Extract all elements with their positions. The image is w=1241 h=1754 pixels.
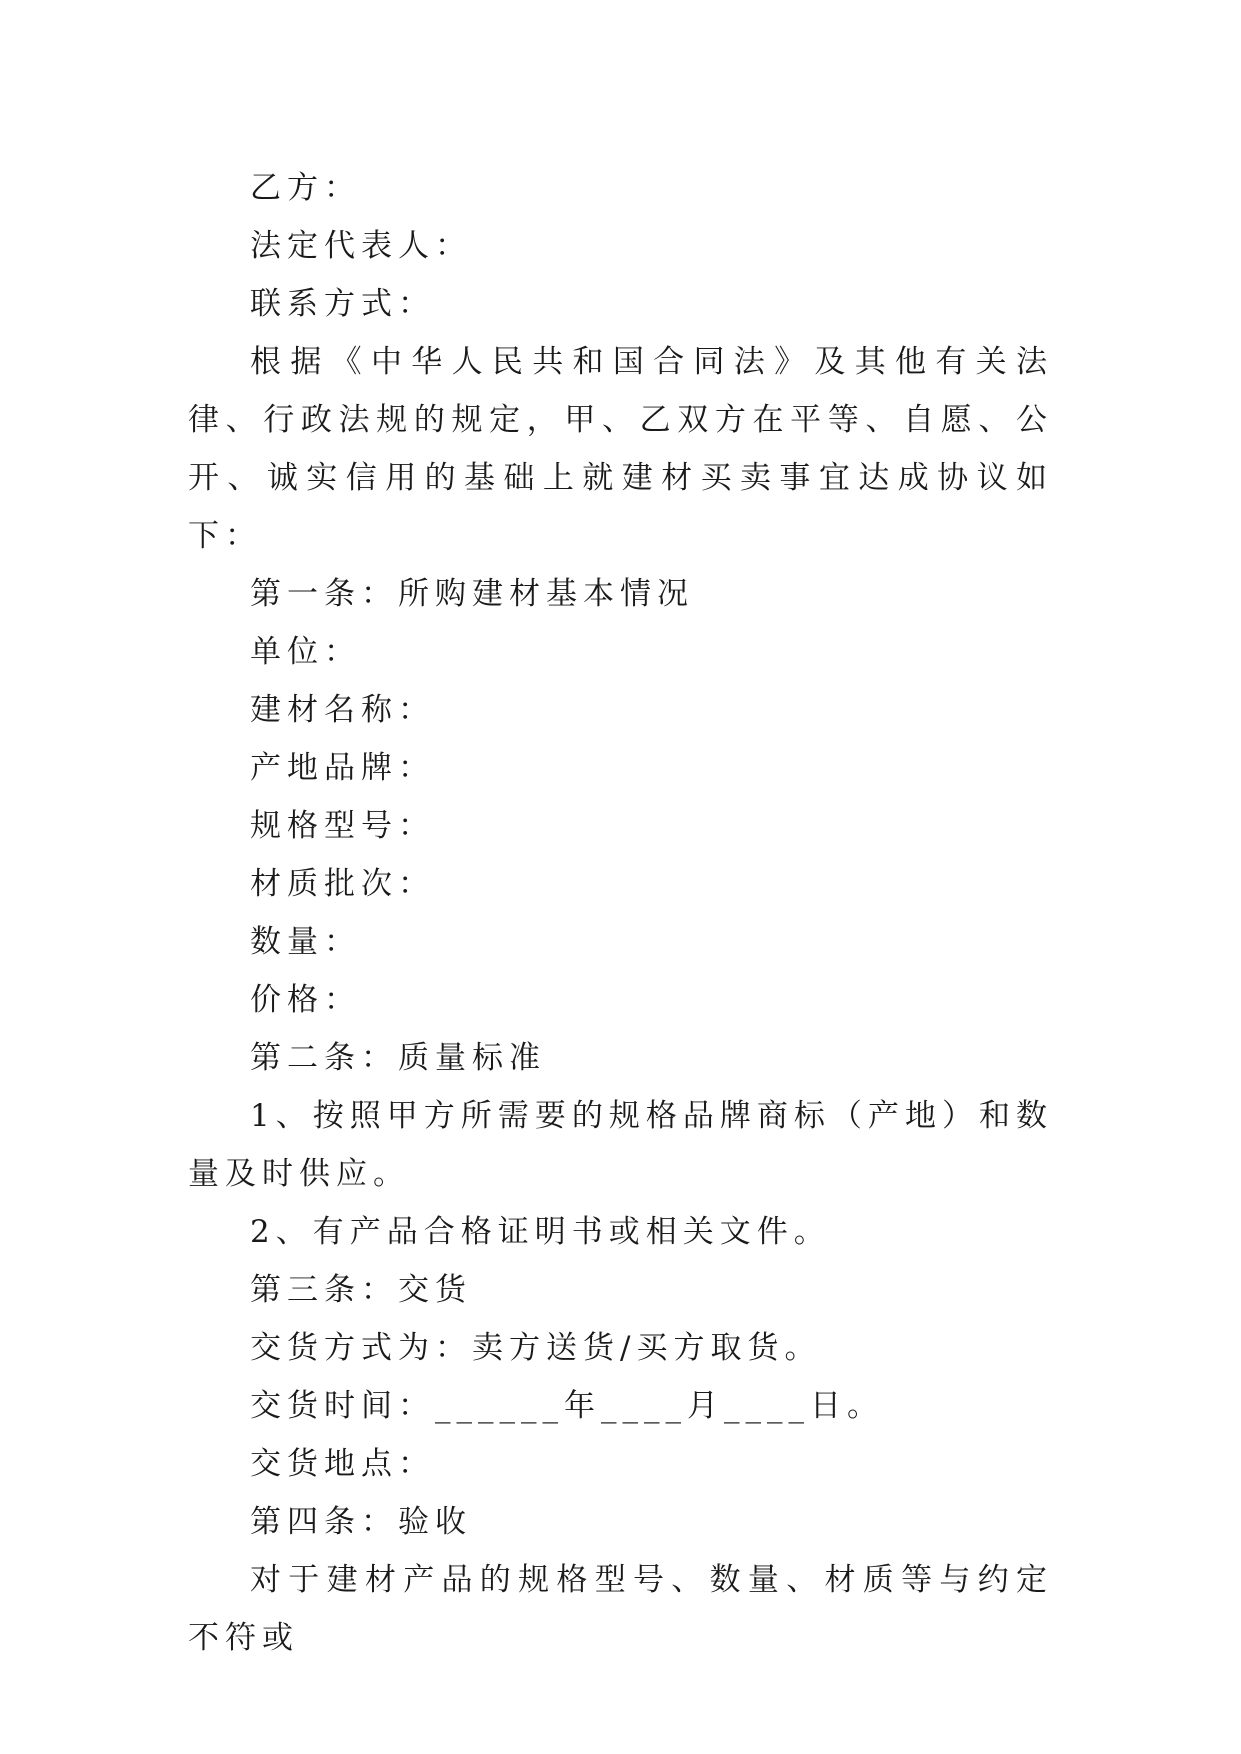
specification-model-line: 规格型号： <box>250 808 435 844</box>
document-body <box>188 159 1053 1667</box>
quality-clause-1: 1、按照甲方所需要的规格品牌商标（产地）和数量及时供应。 <box>188 1098 1053 1192</box>
inspection-paragraph: 对于建材产品的规格型号、数量、材质等与约定不符或 <box>188 1562 1053 1656</box>
price-line: 价格： <box>250 982 361 1018</box>
article-4-heading: 第四条：验收 <box>250 1504 472 1540</box>
article-1-heading: 第一条：所购建材基本情况 <box>250 576 694 612</box>
origin-brand-line: 产地品牌： <box>250 750 435 786</box>
preamble-paragraph: 根据《中华人民共和国合同法》及其他有关法律、行政法规的规定，甲、乙双方在平等、自愿、公开、诚实信用的基础上就建材买卖事宜达成协议如下： <box>188 344 1053 554</box>
article-3-heading: 第三条：交货 <box>250 1272 472 1308</box>
legal-representative-line: 法定代表人： <box>250 228 472 264</box>
material-name-line: 建材名称： <box>250 692 435 728</box>
delivery-location-line: 交货地点： <box>250 1446 435 1482</box>
delivery-method-line: 交货方式为：卖方送货/买方取货。 <box>250 1330 822 1366</box>
article-2-heading: 第二条：质量标准 <box>250 1040 546 1076</box>
material-batch-line: 材质批次： <box>250 866 435 902</box>
delivery-time-line: 交货时间：______年____月____日。 <box>250 1388 884 1424</box>
quantity-line: 数量： <box>250 924 361 960</box>
party-b-line: 乙方： <box>250 170 361 206</box>
contact-line: 联系方式： <box>250 286 435 322</box>
unit-line: 单位： <box>250 634 361 670</box>
quality-clause-2: 2、有产品合格证明书或相关文件。 <box>250 1214 831 1250</box>
